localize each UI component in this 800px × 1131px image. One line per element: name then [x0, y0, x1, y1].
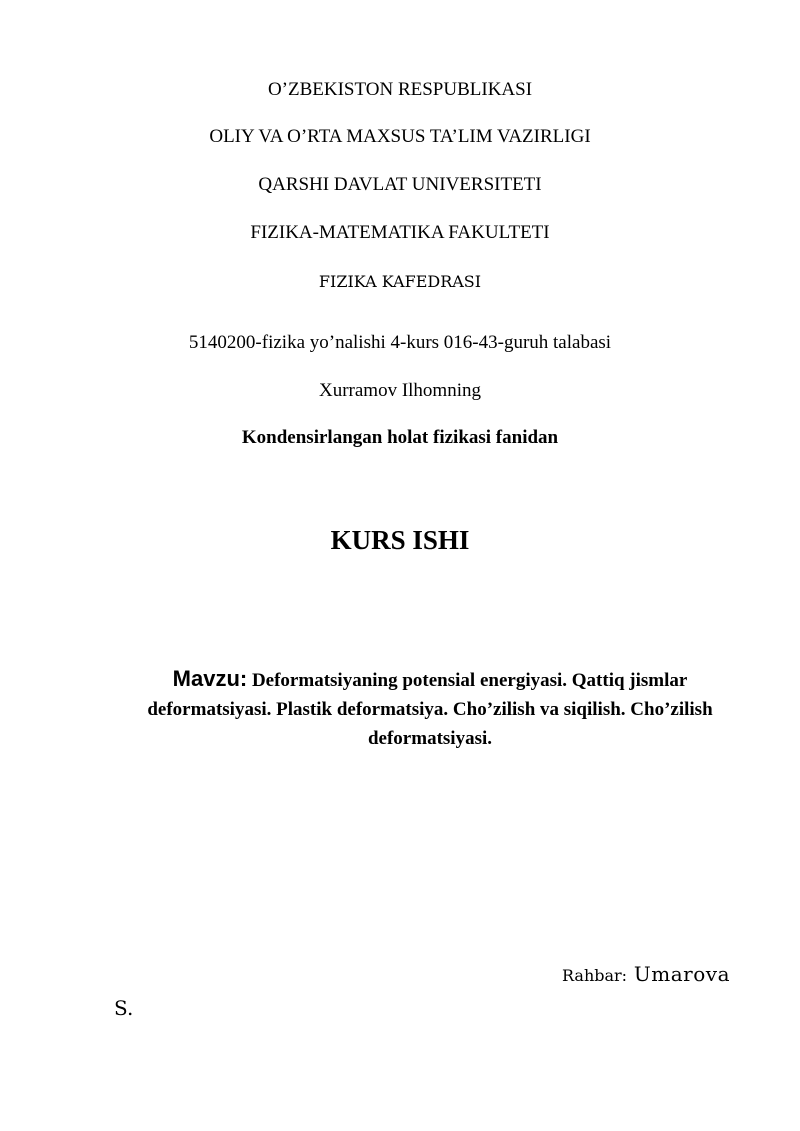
ministry-heading: OLIY VA O’RTA MAXSUS TA’LIM VAZIRLIGI: [209, 126, 591, 147]
subject-line: Kondensirlangan holat fizikasi fanidan: [241, 427, 559, 448]
university-heading: QARSHI DAVLAT UNIVERSITETI: [258, 174, 542, 195]
student-name-line: Xurramov Ilhomning: [318, 380, 481, 401]
republic-heading: O’ZBEKISTON RESPUBLIKASI: [267, 79, 533, 100]
topic-block: [130, 664, 730, 753]
faculty-heading: FIZIKA-MATEMATIKA FAKULTETI: [250, 222, 550, 243]
supervisor-label: Rahbar:: [561, 966, 628, 985]
student-group-line: 5140200-fizika yo’nalishi 4-kurs 016-43-guruh talabasi: [188, 332, 612, 353]
supervisor-name: Umarova: [627, 962, 730, 986]
work-title: KURS ISHI: [330, 525, 470, 555]
department-heading: FIZIKA KAFEDRASI: [318, 272, 482, 291]
supervisor-line: [562, 962, 730, 986]
topic-text: Deformatsiyaning potensial energiyasi. Qattiq jismlar deformatsiyasi. Plastik deformatsiya. Cho’zilish va siqilish. Cho’zilish deformatsiyasi.: [147, 670, 713, 749]
topic-label: Mavzu:: [172, 666, 248, 691]
supervisor-initial: S.: [114, 996, 134, 1020]
